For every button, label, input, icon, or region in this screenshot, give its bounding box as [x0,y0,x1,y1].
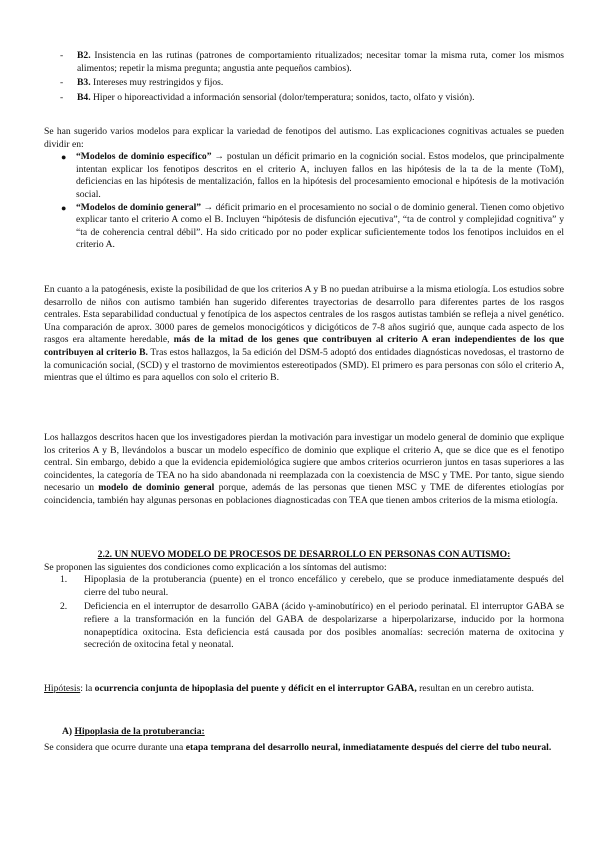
paragraph-text: Los hallazgos descritos hacen que los investigadores pierdan la motivación para investigar un modelo general de dominio que explique los criterios A y B, llevándolos a buscar un modelo específico de dominio que explique el criterio A, que se dice que es el fenotipo central. Sin embargo, debido a que la evidencia epidemiológica sugiere que ambos criterios ocurrieron juntos en tasas superiores a las coincidentes, la categoría de TEA no ha sido abandonada ni reemplazada con la coexistencia de MSC y TME. Por tanto, sigue siendo necesario un [44,432,564,494]
criterion-text: Intereses muy restringidos y fijos. [90,77,224,89]
paragraph-text: porque, además de las personas que tienen MSC y TME de diferentes etiologías por coincidencia, también hay algunas personas en poblaciones diagnosticadas con TEA que tienen ambos criterios de la misma etiología. [44,482,564,506]
criterion-code: B4. [77,91,91,103]
criterion-b2 [44,50,564,75]
section-2-2 [44,549,564,654]
bullet-icon: ● [61,202,67,213]
models-section [44,126,564,252]
criterion-b3 [44,77,564,90]
dash-marker: - [60,77,64,89]
subsection-heading [44,726,564,739]
paragraph-text: Tras estos hallazgos, la 5a edición del DSM-5 adoptó dos entidades diagnósticas novedosas, el trastorno de la comunicación social, (SCD) y el trastorno de movimientos estereotipados (SMD). El primero es para personas con sólo el criterio A, mientras que el último es para aquellos con solo el criterio B. [44,346,564,384]
model-domain-general [44,202,564,252]
hypothesis-paragraph [44,683,564,696]
paragraph-emphasis: ocurrencia conjunta de hipoplasia del puente y déficit en el interruptor GABA, [94,683,417,694]
subsection-title: Hipoplasia de la protuberancia: [74,726,205,737]
final-paragraph [44,742,564,755]
model-arrow: → [211,151,227,163]
model-domain-specific [44,151,564,201]
condition-number: 2. [60,601,68,613]
subsection-letter: A) [62,726,73,737]
paragraph-text: Se considera que ocurre durante una [44,742,186,753]
paragraph-text: : la [80,683,95,694]
model-name: “Modelos de dominio específico” [76,151,212,163]
model-arrow: → [201,201,216,213]
paragraph-emphasis: más de la mitad de los genes que contribuyen al criterio A eran independientes de los que contribuyen al criterio B. [44,334,564,358]
model-text: postulan un déficit primario en la cognición social. Estos modelos, que principalmente intentan explicar los fenotipos descritos en el criterio A, incluyen fallos en las hipótesis de la ta de la mente (ToM), deficiencias en las hipótesis de mentalización, fallos en la hipótesis del procesamiento emocional e hipótesis de la motivación social. [76,151,564,200]
criterion-text: Insistencia en las rutinas (patrones de comportamiento ritualizados; necesitar tomar la misma ruta, comer los mismos alimentos; repetir la misma pregunta; angustia ante pequeños cambios). [77,50,564,74]
dash-marker: - [60,50,64,61]
criterion-code: B2. [77,50,91,61]
criteria-list [44,50,564,106]
criterion-code: B3. [77,77,91,89]
paragraph-text: resultan en un cerebro autista. [416,683,534,694]
pathogenesis-paragraph [44,284,564,385]
findings-paragraph [44,432,564,508]
model-name: “Modelos de dominio general” [76,201,202,213]
model-text: déficit primario en el procesamiento no social o de dominio general. Tienen como objetivo explicar tanto el criterio A como el B. Incluyen “hipótesis de disfunción ejecutiva”, “ta de control y complejidad cognitiva” y “ta de coherencia central débil”. Ha sido criticado por no poder explicar suficientemente todos los fenotipos incluidos en el criterio A. [76,201,564,251]
paragraph-emphasis: etapa temprana del desarrollo neural, inmediatamente después del cierre del tubo neural. [185,742,552,753]
bullet-icon: ● [61,152,67,163]
paragraph-text: En cuanto a la patogénesis, existe la posibilidad de que los criterios A y B no puedan atribuirse a la misma etiología. Los estudios sobre desarrollo de niños con autismo también han sugerido diferentes trayectorias de desarrollo para diferentes partes de los rasgos centrales. Esta separabilidad conductual y fenotípica de los aspectos centrales de los rasgos autistas también se refleja a nivel genético. Una comparación de aprox. 3000 pares de gemelos monocigóticos y dicigóticos de 7-8 años sugirió que, aunque cada aspecto de los rasgos era altamente heredable, [44,284,564,346]
section-heading: 2.2. UN NUEVO MODELO DE PROCESOS DE DESARROLLO EN PERSONAS CON AUTISMO: [97,549,511,560]
condition-text: Hipoplasia de la protuberancia (puente) en el tronco encefálico y cerebelo, que se produce inmediatamente después del cierre del tubo neural. [84,574,564,598]
criterion-text: Hiper o hiporeactividad a información sensorial (dolor/temperatura; sonidos, tacto, olfato y visión). [90,91,475,103]
hypothesis-label: Hipótesis [44,683,81,694]
condition-item [44,574,564,599]
condition-item [44,601,564,651]
models-intro: Se han sugerido varios modelos para explicar la variedad de fenotipos del autismo. Las explicaciones cognitivas actuales se pueden dividir en: [44,126,564,150]
dash-marker: - [60,91,64,103]
condition-number: 1. [60,574,68,586]
condition-text: Deficiencia en el interruptor de desarrollo GABA (ácido γ-aminobutírico) en el periodo perinatal. El interruptor GABA se refiere a la transformación en la función del GABA de despolarizarse a hiperpolarizarse, inducido por la hormona nonapeptídica oxitocina. Esta deficiencia está causada por dos posibles anomalías: secreción materna de oxitocina y secreción de oxitocina fetal y neonatal. [84,601,564,651]
paragraph-emphasis: modelo de dominio general [98,482,215,494]
subsection-a [44,726,564,739]
criterion-b4 [44,92,564,105]
section-intro: Se proponen las siguientes dos condiciones como explicación a los síntomas del autismo: [44,561,387,573]
